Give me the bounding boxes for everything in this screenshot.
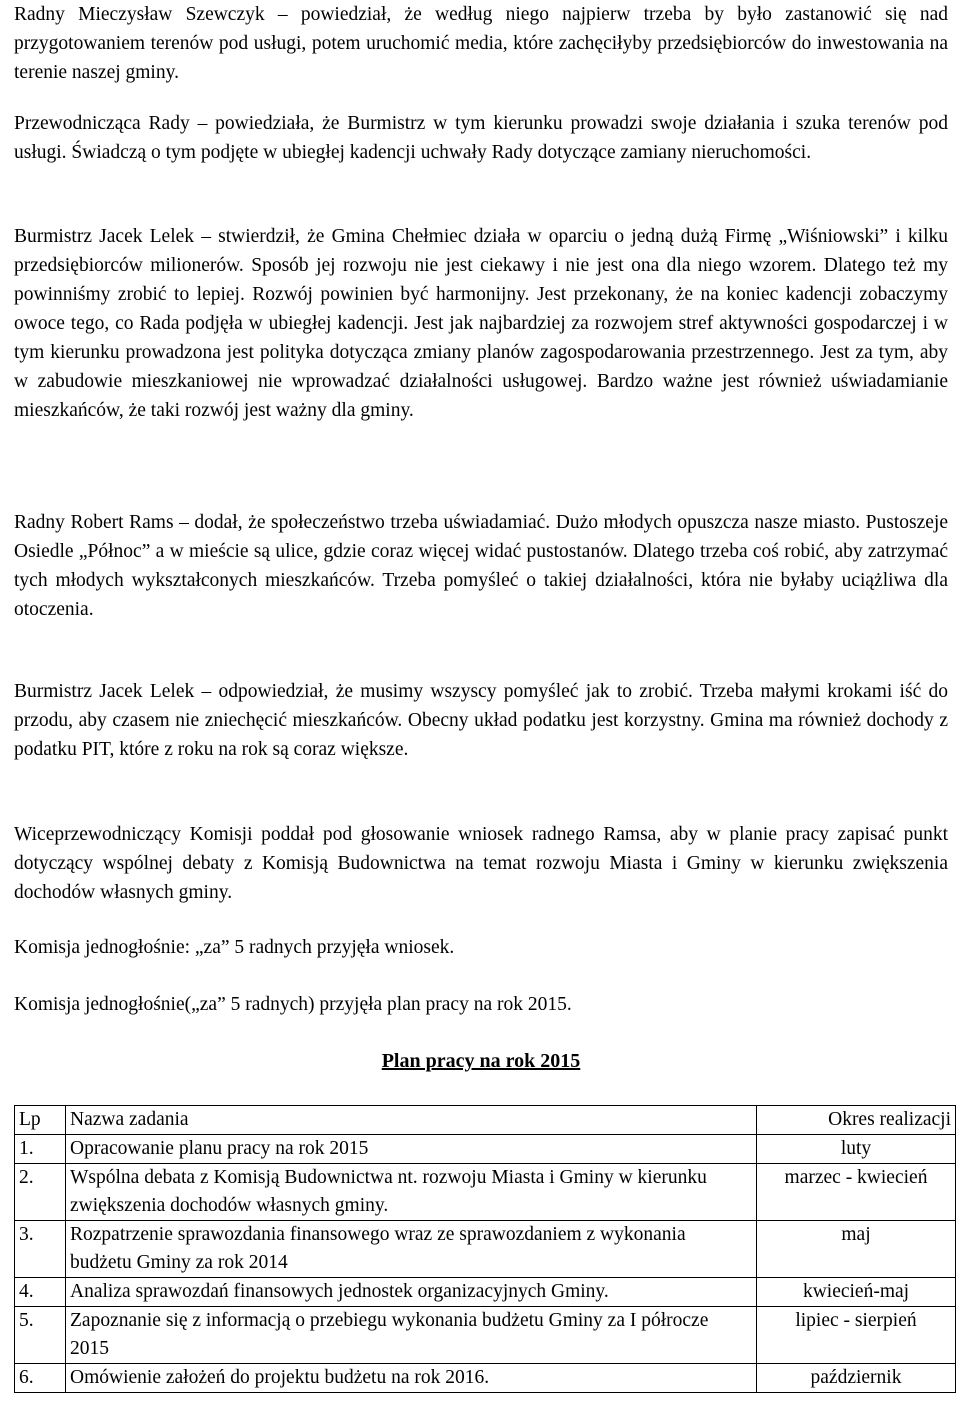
row-task: Wspólna debata z Komisją Budownictwa nt. rozwoju Miasta i Gminy w kierunku zwiększenia dochodów własnych gminy. [66, 1164, 757, 1221]
table-row [15, 1164, 956, 1221]
header-period: Okres realizacji [757, 1106, 956, 1135]
paragraph-wiceprzewodniczacy: Wiceprzewodniczący Komisji poddał pod głosowanie wniosek radnego Ramsa, aby w planie pracy zapisać punkt dotyczący wspólnej debaty z Komisją Budownictwa na temat rozwoju Miasta i Gminy w kierunku zwiększenia dochodów własnych gminy. [14, 824, 948, 903]
row-lp: 1. [15, 1135, 66, 1164]
paragraph-vote-plan: Komisja jednogłośnie(„za” 5 radnych) przyjęła plan pracy na rok 2015. [14, 994, 572, 1015]
row-period: październik [757, 1364, 956, 1393]
paragraph-rams: Radny Robert Rams – dodał, że społeczeństwo trzeba uświadamiać. Dużo młodych opuszcza nasze miasto. Pustoszeje Osiedle „Północ” a w mieście są ulice, gdzie coraz więcej widać pustostanów. Dlatego trzeba coś robić, aby zatrzymać tych młodych wykształconych mieszkańców. Trzeba pomyśleć o takiej działalności, która nie byłaby uciążliwa dla otoczenia. [14, 512, 948, 620]
row-task: Analiza sprawozdań finansowych jednostek organizacyjnych Gminy. [66, 1278, 757, 1307]
row-lp: 3. [15, 1221, 66, 1278]
paragraph-przewodniczaca: Przewodnicząca Rady – powiedziała, że Burmistrz w tym kierunku prowadzi swoje działania i szuka terenów pod usługi. Świadczą o tym podjęte w ubiegłej kadencji uchwały Rady dotyczące zamiany nieruchomości. [14, 113, 948, 163]
table-row [15, 1307, 956, 1364]
row-task: Rozpatrzenie sprawozdania finansowego wraz ze sprawozdaniem z wykonania budżetu Gminy za rok 2014 [66, 1221, 757, 1278]
row-task: Opracowanie planu pracy na rok 2015 [66, 1135, 757, 1164]
table-row [15, 1135, 956, 1164]
row-lp: 4. [15, 1278, 66, 1307]
plan-table [14, 1105, 956, 1393]
row-task: Zapoznanie się z informacją o przebiegu wykonania budżetu Gminy za I półrocze 2015 [66, 1307, 757, 1364]
plan-table-header-row [15, 1106, 956, 1135]
row-period: maj [757, 1221, 956, 1278]
table-row [15, 1364, 956, 1393]
row-period: marzec - kwiecień [757, 1164, 956, 1221]
row-period: lipiec - sierpień [757, 1307, 956, 1364]
header-task: Nazwa zadania [66, 1106, 757, 1135]
row-period: luty [757, 1135, 956, 1164]
row-task: Omówienie założeń do projektu budżetu na rok 2016. [66, 1364, 757, 1393]
table-row [15, 1278, 956, 1307]
paragraph-burmistrz-2: Burmistrz Jacek Lelek – odpowiedział, że musimy wszyscy pomyśleć jak to zrobić. Trzeba małymi krokami iść do przodu, aby czasem nie zniechęcić mieszkańców. Obecny układ podatku jest korzystny. Gmina ma również dochody z podatku PIT, które z roku na rok są coraz większe. [14, 681, 948, 760]
plan-title: Plan pracy na rok 2015 [381, 1050, 581, 1072]
row-lp: 5. [15, 1307, 66, 1364]
paragraph-vote-motion: Komisja jednogłośnie: „za” 5 radnych przyjęła wniosek. [14, 937, 455, 958]
header-lp: Lp [15, 1106, 66, 1135]
row-lp: 6. [15, 1364, 66, 1393]
table-row [15, 1221, 956, 1278]
row-lp: 2. [15, 1164, 66, 1221]
paragraph-szewczyk: Radny Mieczysław Szewczyk – powiedział, że według niego najpierw trzeba by było zastanowić się nad przygotowaniem terenów pod usługi, potem uruchomić media, które zachęciłyby przedsiębiorców do inwestowania na terenie naszej gminy. [14, 4, 948, 83]
paragraph-burmistrz-1: Burmistrz Jacek Lelek – stwierdził, że Gmina Chełmiec działa w oparciu o jedną dużą Firmę „Wiśniowski” i kilku przedsiębiorców milionerów. Sposób jej rozwoju nie jest ciekawy i nie jest ona dla niego wzorem. Dlatego też my powinniśmy zrobić to lepiej. Rozwój powinien być harmonijny. Jest przekonany, że na koniec kadencji zobaczymy owoce tego, co Rada podjęła w ubiegłej kadencji. Jest jak najbardziej za rozwojem stref aktywności gospodarczej i w tym kierunku prowadzona jest polityka dotycząca zmiany planów zagospodarowania przestrzennego. Jest za tym, aby w zabudowie mieszkaniowej nie wprowadzać działalności usługowej. Bardzo ważne jest również uświadamianie mieszkańców, że taki rozwój jest ważny dla gminy. [14, 226, 948, 421]
row-period: kwiecień-maj [757, 1278, 956, 1307]
